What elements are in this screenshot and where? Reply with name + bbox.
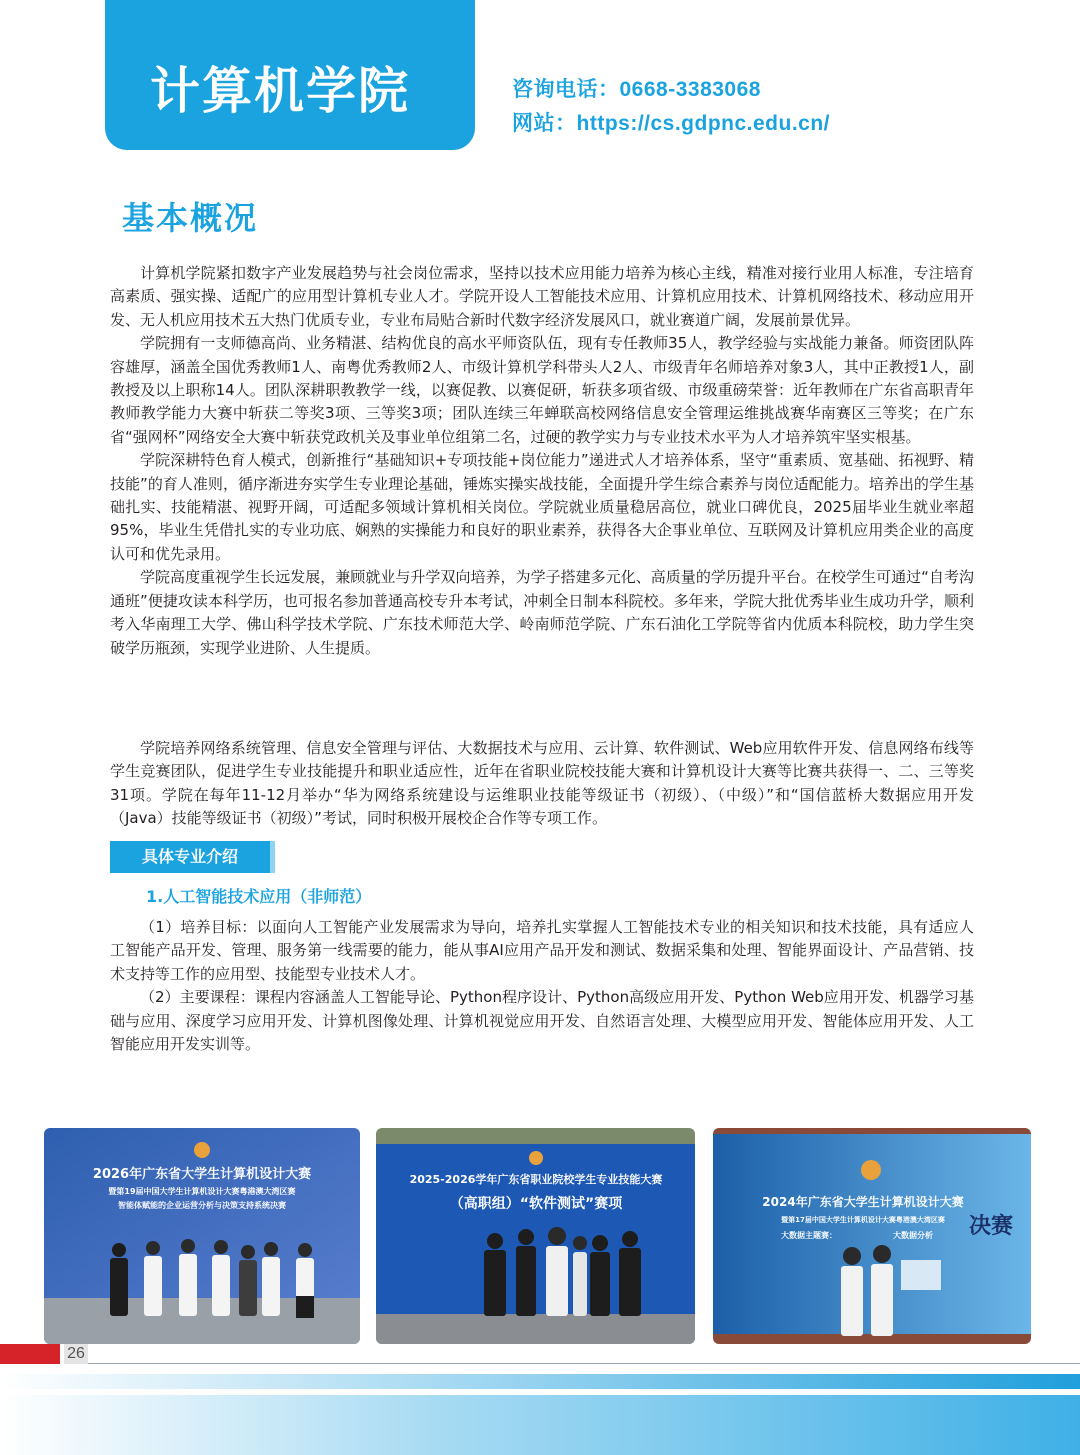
footer-red-bar (0, 1344, 60, 1364)
competition-photo-1 (44, 1128, 360, 1344)
major-courses: （2）主要课程：课程内容涵盖人工智能导论、Python程序设计、Python高级应用开发、Python Web应用开发、机器学习基础与应用、深度学习应用开发、计算机图像处理、计算机视觉应用开发、自然语言处理、大模型应用开发、智能体应用开发、人工智能应用开发实训等。 (110, 988, 974, 1054)
competition-photo-3 (713, 1128, 1031, 1344)
competition-body (110, 737, 974, 831)
overview-paragraph: 学院深耕特色育人模式，创新推行“基础知识+专项技能+岗位能力”递进式人才培养体系，坚守“重素质、宽基础、拓视野、精技能”的育人准则，循序渐进夯实学生专业理论基础，锤炼实操实战技能，全面提升学生综合素养与岗位适配能力。培养出的学生基础扎实、技能精湛、视野开阔，可适配多领域计算机相关岗位。学院就业质量稳居高位，就业口碑优良，2025届毕业生就业率超95%，毕业生凭借扎实的专业功底、娴熟的实操能力和良好的职业素养，获得各大企事业单位、互联网及计算机应用类企业的高度认可和优先录用。 (110, 451, 974, 563)
page-title: 计算机学院 (150, 61, 410, 120)
competition-paragraph: 学院培养网络系统管理、信息安全管理与评估、大数据技术与应用、云计算、软件测试、Web应用软件开发、信息网络布线等学生竞赛团队，促进学生专业技能提升和职业适应性，近年在省职业院校技能大赛和计算机设计大赛等比赛共获得一、二、三等奖31项。学院在每年11-12月举办“华为网络系统建设与运维职业技能等级证书（初级）、（中级）”和“国信蓝桥大数据应用开发（Java）技能等级证书（初级）”考试，同时积极开展校企合作等专项工作。 (110, 739, 974, 828)
overview-paragraph: 计算机学院紧扣数字产业发展趋势与社会岗位需求，坚持以技术应用能力培养为核心主线，精准对接行业用人标准，专注培育高素质、强实操、适配广的应用型计算机专业人才。学院开设人工智能技术应用、计算机应用技术、计算机网络技术、移动应用开发、无人机应用技术五大热门优质专业，专业布局贴合新时代数字经济发展风口，就业赛道广阔，发展前景优异。 (110, 264, 974, 329)
photo-2-banner-line2: （高职组）“软件测试”赛项 (449, 1196, 623, 1212)
major-body (110, 916, 974, 1056)
footer-band (0, 1374, 1080, 1389)
photo-1-banner-line2: 暨第19届中国大学生计算机设计大赛粤港澳大湾区赛 (108, 1187, 296, 1196)
overview-paragraph: 学院拥有一支师德高尚、业务精湛、结构优良的高水平师资队伍，现有专任教师35人，教学经验与实战能力兼备。师资团队阵容雄厚，涵盖全国优秀教师1人、南粤优秀教师2人、市级计算机学科带头人2人、市级青年名师培养对象3人，其中正教授1人，副教授及以上职称14人。团队深耕职教教学一线，以赛促教、以赛促研，斩获多项省级、市级重磅荣誉：近年教师在广东省高职青年教师教学能力大赛中斩获二等奖3项、三等奖3项；团队连续三年蝉联高校网络信息安全管理运维挑战赛华南赛区三等奖；在广东省“强网杯”网络安全大赛中斩获党政机关及事业单位组第二名，过硬的教学实力与专业技术水平为人才培养筑牢坚实根基。 (110, 334, 974, 446)
footer-band (0, 1395, 1080, 1455)
majors-badge: 具体专业介绍 (110, 841, 270, 873)
footer-rule (88, 1363, 1080, 1364)
section-title-overview: 基本概况 (122, 199, 259, 237)
photo-1-banner-line1: 2026年广东省大学生计算机设计大赛 (92, 1167, 312, 1182)
photo-3-banner-line1: 2024年广东省大学生计算机设计大赛 (762, 1195, 964, 1209)
major-title: 1.人工智能技术应用（非师范） (146, 887, 372, 906)
photo-3-banner-side: 决赛 (968, 1213, 1014, 1239)
major-goal: （1）培养目标：以面向人工智能产业发展需求为导向，培养扎实掌握人工智能技术专业的相关知识和技术技能，具有适应人工智能产品开发、管理、服务第一线需要的能力，能从事AI应用产品开发和测试、数据采集和处理、智能界面设计、产品营销、技术支持等工作的应用型、技能型专业技术人才。 (110, 918, 974, 983)
photo-3-banner-line4: 大数据分析 (893, 1231, 933, 1240)
overview-paragraph: 学院高度重视学生长远发展，兼顾就业与升学双向培养，为学子搭建多元化、高质量的学历提升平台。在校学生可通过“自考沟通班”便捷攻读本科学历，也可报名参加普通高校专升本考试，冲刺全日制本科院校。多年来，学院大批优秀毕业生成功升学，顺利考入华南理工大学、佛山科学技术学院、广东技术师范大学、岭南师范学院、广东石油化工学院等省内优质本科院校，助力学生突破学历瓶颈，实现学业进阶、人生提质。 (110, 568, 974, 657)
photo-2-banner-line1: 2025-2026学年广东省职业院校学生专业技能大赛 (409, 1173, 663, 1186)
contact-website: 网站：https://cs.gdpnc.edu.cn/ (512, 112, 831, 135)
badge-accent-bar (270, 841, 275, 873)
page-number: 26 (64, 1344, 88, 1364)
overview-body (110, 262, 974, 660)
photo-1-banner-line3: 智能体赋能的企业运营分析与决策支持系统决赛 (118, 1201, 286, 1210)
photo-3-banner-line3: 大数据主题赛： (781, 1231, 837, 1240)
contact-phone: 咨询电话：0668-3383068 (512, 78, 761, 101)
competition-photo-2 (376, 1128, 695, 1344)
photo-3-banner-line2: 暨第17届中国大学生计算机设计大赛粤港澳大湾区赛 (781, 1216, 945, 1224)
